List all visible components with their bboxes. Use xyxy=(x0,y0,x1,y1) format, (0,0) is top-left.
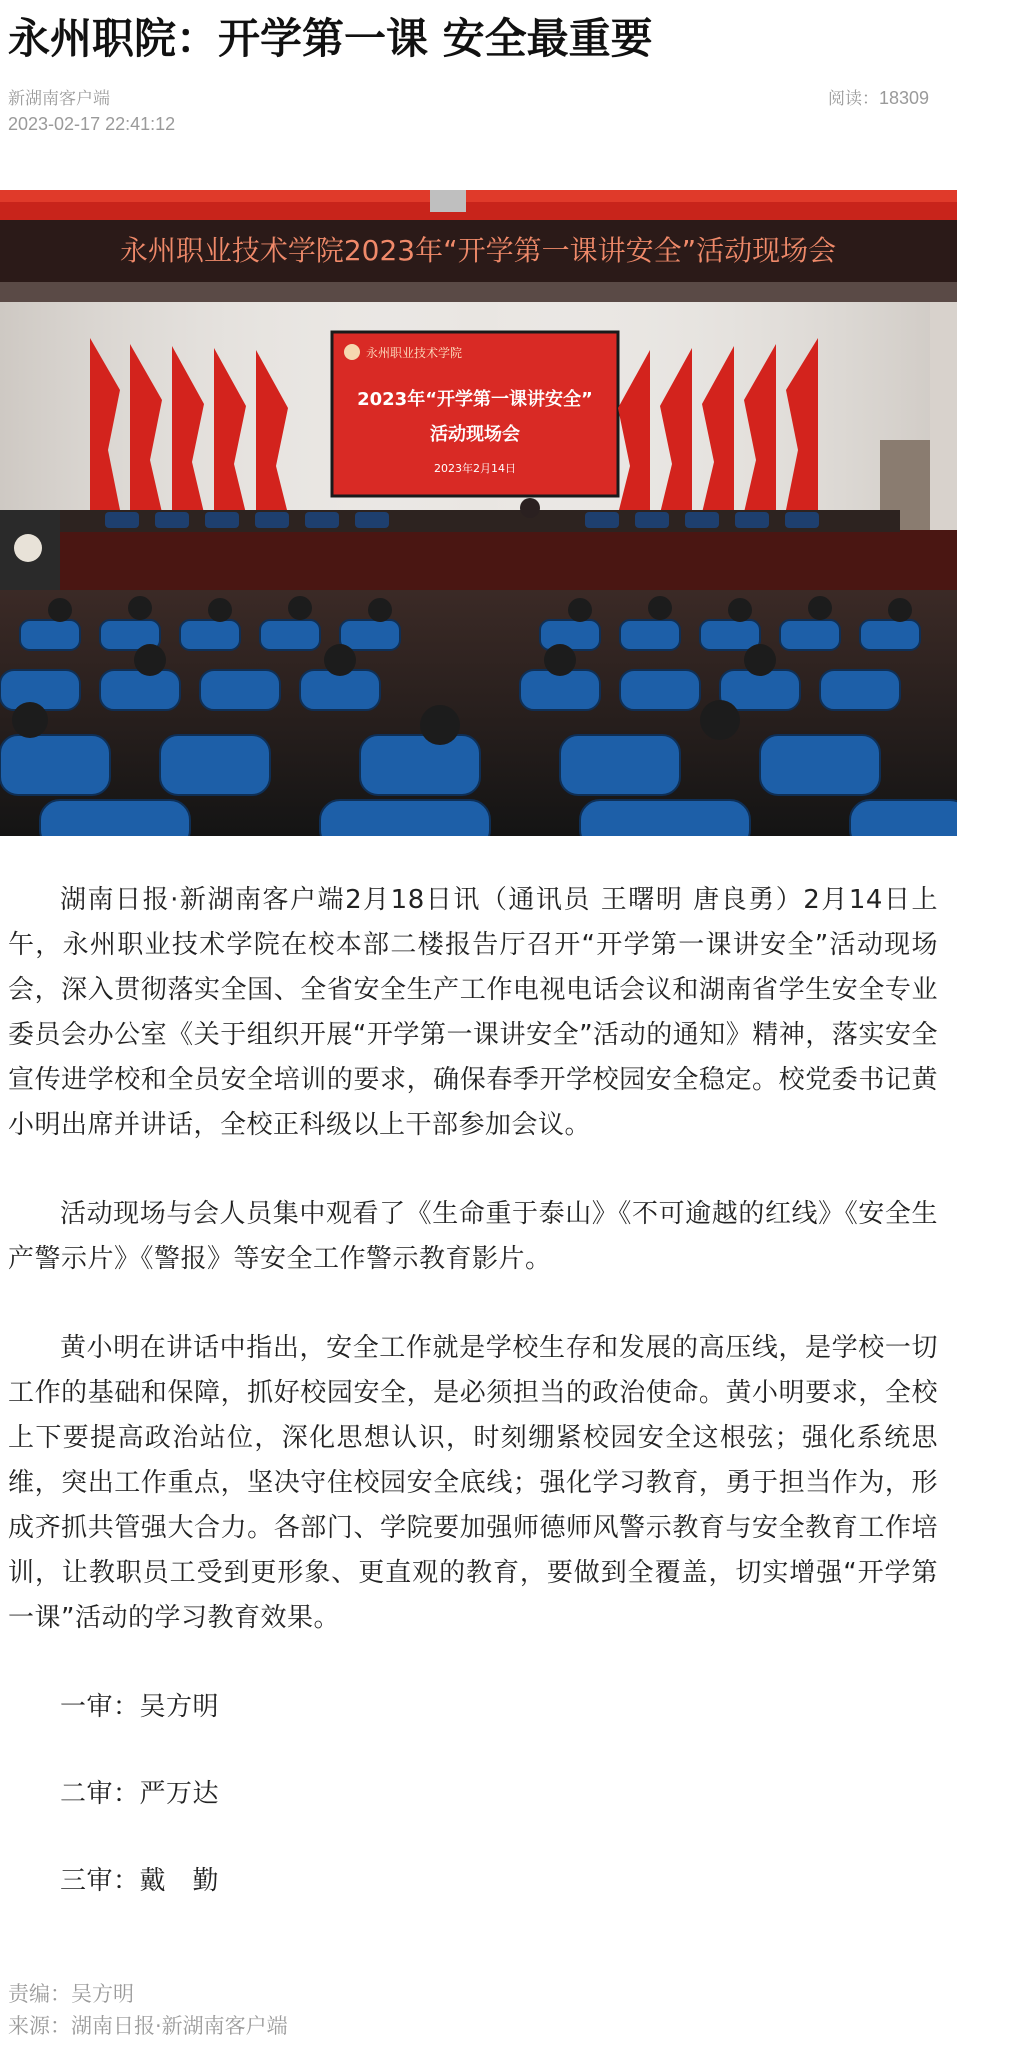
article-title: 永州职院：开学第一课 安全最重要 xyxy=(8,14,653,63)
second-reviewer: 二审：严万达 xyxy=(60,1779,220,1809)
photo-illustration xyxy=(0,190,957,836)
photo-banner-text: 永州职业技术学院2023年“开学第一课讲安全”活动现场会 xyxy=(119,234,837,267)
article-body xyxy=(8,878,938,1946)
photo-screen-line2: 活动现场会 xyxy=(430,424,520,445)
article-source: 新湖南客户端 xyxy=(8,89,110,109)
article-datetime: 2023-02-17 22:41:12 xyxy=(8,114,176,134)
read-count-value: 18309 xyxy=(879,88,930,108)
read-count-label: 阅读： xyxy=(828,89,879,109)
photo-screen-logo: 永州职业技术学院 xyxy=(366,346,463,360)
photo-screen-date: 2023年2月14日 xyxy=(434,462,516,475)
footer-origin: 来源：湖南日报·新湖南客户端 xyxy=(8,2014,288,2038)
article-footer xyxy=(8,1978,288,2042)
third-reviewer: 三审：戴 勤 xyxy=(60,1866,220,1896)
paragraph-3: 黄小明在讲话中指出，安全工作就是学校生存和发展的高压线，是学校一切工作的基础和保障，抓好校园安全，是必须担当的政治使命。黄小明要求，全校上下要提高政治站位，深化思想认识，时刻绷紧校园安全这根弦；强化系统思维，突出工作重点，坚决守住校园安全底线；强化学习教育，勇于担当作为，形成齐抓共管强大合力。各部门、学院要加强师德师风警示教育与安全教育工作培训，让教职员工受到更形象、更直观的教育，要做到全覆盖，切实增强“开学第一课”活动的学习教育效果。 xyxy=(8,1333,938,1633)
footer-editor: 责编：吴方明 xyxy=(8,1982,134,2006)
first-reviewer: 一审：吴方明 xyxy=(60,1692,220,1722)
article-photo xyxy=(0,190,957,836)
paragraph-1: 湖南日报·新湖南客户端2月18日讯（通讯员 王曙明 唐良勇）2月14日上午，永州职业技术学院在校本部二楼报告厅召开“开学第一课讲安全”活动现场会，深入贯彻落实全国、全省安全生产工作电视电话会议和湖南省学生安全专业委员会办公室《关于组织开展“开学第一课讲安全”活动的通知》精神，落实安全宣传进学校和全员安全培训的要求，确保春季开学校园安全稳定。校党委书记黄小明出席并讲话，全校正科级以上干部参加会议。 xyxy=(8,885,938,1140)
read-count xyxy=(828,87,929,110)
photo-screen-line1: 2023年“开学第一课讲安全” xyxy=(357,389,593,410)
paragraph-2: 活动现场与会人员集中观看了《生命重于泰山》《不可逾越的红线》《安全生产警示片》《警报》等安全工作警示教育影片。 xyxy=(8,1199,938,1274)
